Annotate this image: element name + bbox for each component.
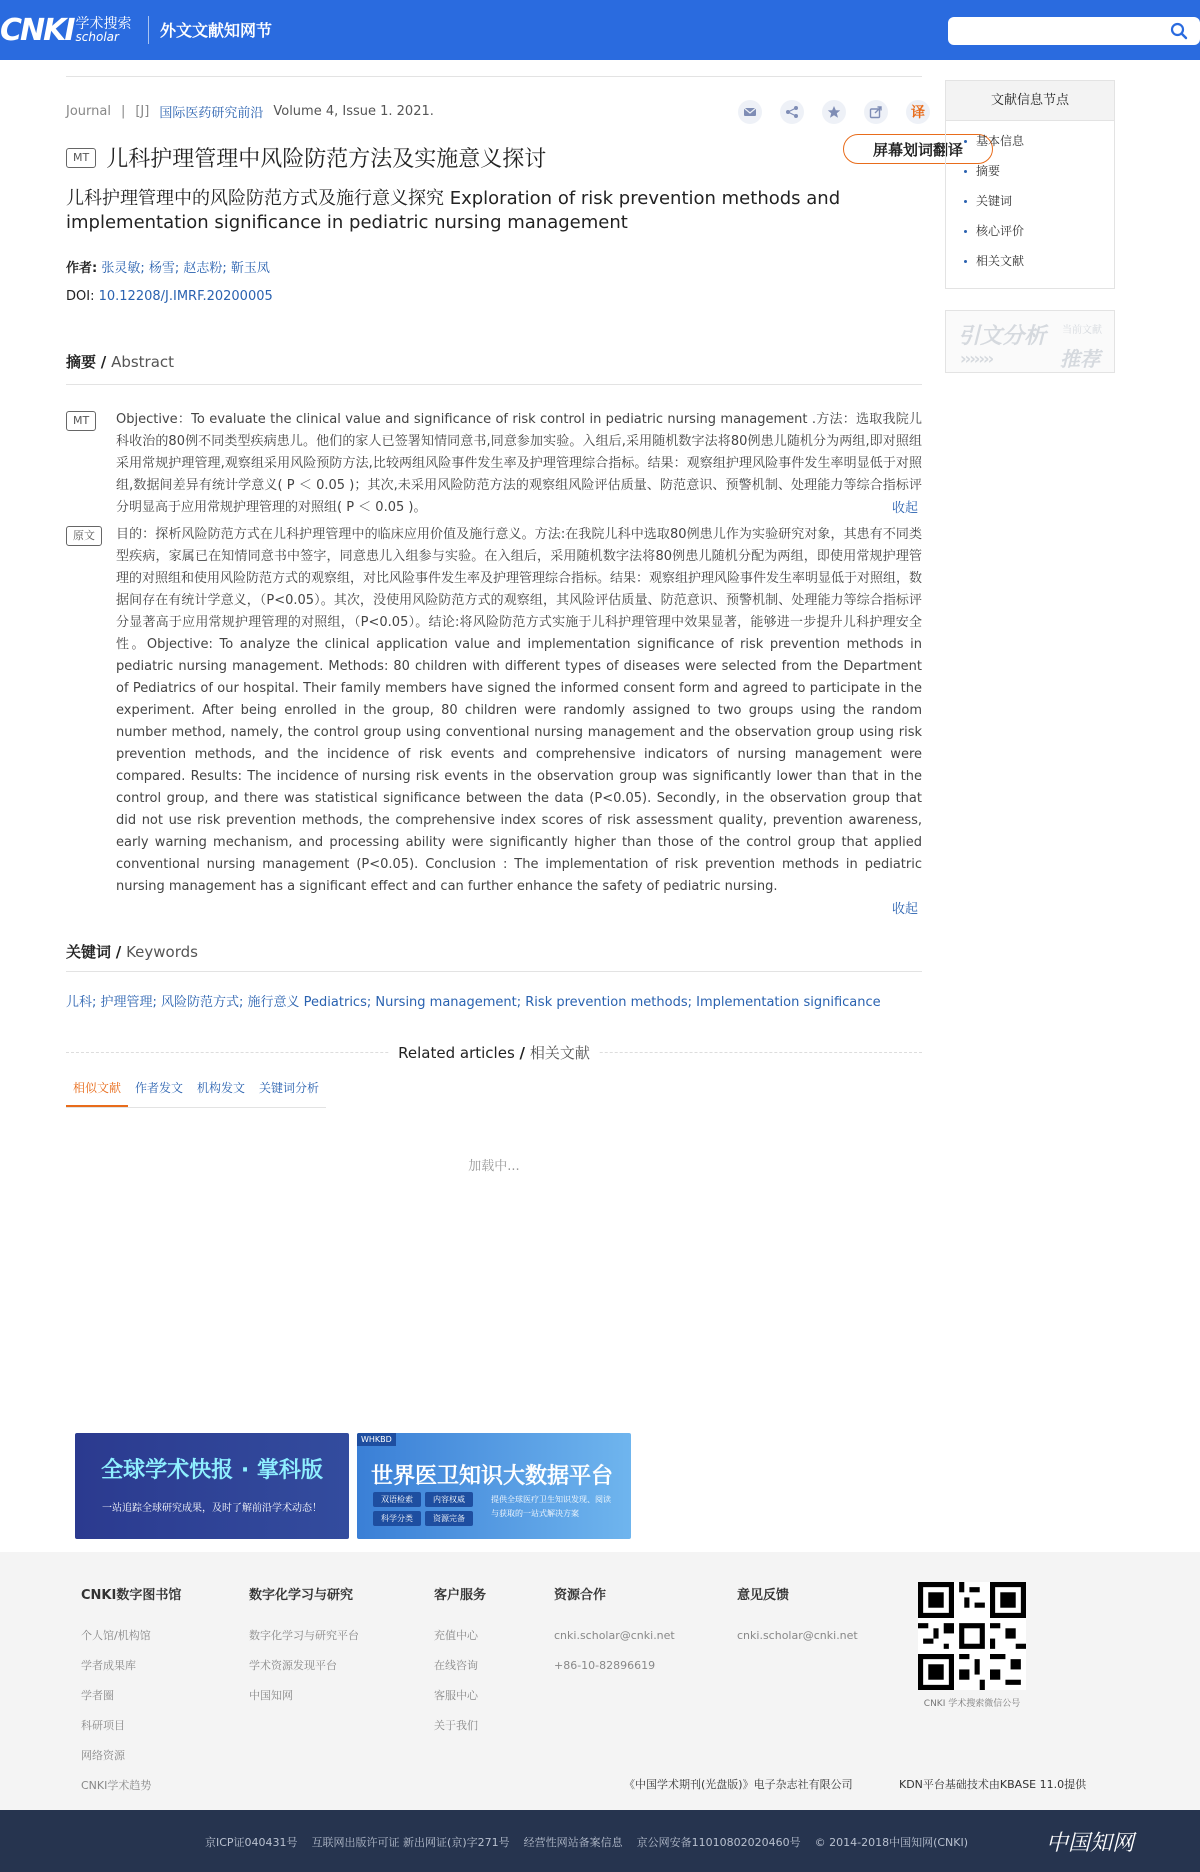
sidebar-item-related[interactable]: 相关文献 <box>964 251 1114 281</box>
police-record[interactable]: 京公网安备11010802020460号 <box>636 1836 801 1849</box>
keywords-links[interactable]: 儿科; 护理管理; 风险防范方式; 施行意义 Pediatrics; Nursing management; Risk prevention methods; Implementation significance <box>66 995 881 1010</box>
share-button[interactable] <box>780 100 804 124</box>
publishing-license[interactable]: 互联网出版许可证 新出网证(京)字271号 <box>311 1836 510 1849</box>
search-input[interactable] <box>956 17 1166 45</box>
bottom-bar <box>0 1810 1200 1872</box>
doi-label: DOI: <box>66 289 95 304</box>
footer-col-service: 客户服务 充值中心 在线咨询 客服中心 关于我们 <box>434 1588 487 1732</box>
journal-link[interactable]: 国际医药研究前沿 <box>159 106 264 121</box>
loading-text: 加载中... <box>468 1159 520 1174</box>
authors-label: 作者: <box>66 261 98 276</box>
tech-provider-text: KDN平台基础技术由KBASE 11.0提供 <box>899 1778 1087 1791</box>
icp-license[interactable]: 京ICP证040431号 <box>205 1836 298 1849</box>
top-header <box>0 0 1200 60</box>
header-divider <box>148 16 149 44</box>
email-icon <box>743 105 757 119</box>
meta-kind: [J] <box>135 104 150 119</box>
sidebar-item-abstract[interactable]: 摘要 <box>964 161 1114 191</box>
whkbd-banner[interactable]: WHKBD 世界医卫知识大数据平台 双语检索 内容权威 科学分类 资源完备 提供全球医疗卫生知识发现、阅读与获取的一站式解决方案 <box>357 1433 631 1539</box>
footer-col-cooperation: 资源合作 cnki.scholar@cnki.net +86-10-82896619 <box>554 1588 675 1672</box>
site-title: 外文文献知网节 <box>160 21 273 40</box>
export-icon <box>869 105 883 119</box>
search-icon[interactable] <box>1170 22 1188 40</box>
abstract-original-tag: 原文 <box>66 526 102 546</box>
abstract-original-text: 目的：探析风险防范方式在儿科护理管理中的临床应用价值及施行意义。方法:在我院儿科中选取80例患儿作为实验研究对象，其患有不同类型疾病，家属已在知情同意书中签字，同意患儿入组参与实验。在入组后，采用随机数字法将80例患儿随机分配为两组，即使用常规护理管理的对照组和使用风险防范方式的观察组，对比风险事件发生率及护理管理综合指标。结果：观察组护理风险事件发生率明显低于对照组，数据间存在有统计学意义，（P<0.05）。其次，没使用风险防范方式的观察组，其风险评估质量、防范意识、预警机制、处理能力等综合指标评分显著高于应用常规护理管理的对照组，（P<0.05）。结论:将风险防范方式实施于儿科护理管理中效果显著，能够进一步提升儿科护理安全性。Objective: To analyze the clinical application value and implementation significance of risk prevention methods in pediatric nursing management. Methods: 80 children with different types of diseases were selected from the Department of Pediatrics of our hospital. Their family members have signed the informed consent form and agreed to participate in the experiment. After being enrolled in the group, 80 children were randomly assigned to two groups using the random number method, namely, the control group using conventional nursing management and the observation group using risk prevention methods, and the incidence of risk events and comprehensive indicators of nursing management were compared. Results: The incidence of nursing risk events in the observation group was significantly lower than that in the control group, and there was statistical significance between the data (P<0.05). Secondly, in the observation group that did not use risk prevention methods, the comprehensive index scores of risk assessment quality, prevention awareness, early warning mechanism, and processing ability were significantly higher than those of the control group that applied conventional nursing management (P<0.05). Conclusion : The implementation of risk prevention methods in pediatric nursing management has a significant effect and can further enhance the safety of pediatric nursing. <box>116 527 923 894</box>
tab-institution-papers[interactable]: 机构发文 <box>197 1081 246 1095</box>
favorite-button[interactable] <box>822 100 846 124</box>
abstract-original-block <box>66 524 923 917</box>
star-icon <box>827 105 841 119</box>
machine-translation-tag: MT <box>66 148 96 168</box>
website-record[interactable]: 经营性网站备案信息 <box>523 1836 623 1849</box>
footer-col-feedback: 意见反馈 cnki.scholar@cnki.net <box>737 1588 858 1642</box>
article-meta <box>66 102 434 121</box>
keywords-heading: 关键词 / Keywords <box>66 943 198 961</box>
scholar-express-banner[interactable]: 全球学术快报 · 掌科版 一站追踪全球研究成果，及时了解前沿学术动态！ <box>75 1433 349 1539</box>
share-icon <box>785 105 799 119</box>
email-button[interactable] <box>738 100 762 124</box>
keywords-divider <box>66 971 922 972</box>
sidebar-item-keywords[interactable]: 关键词 <box>964 191 1114 221</box>
sidebar-title: 文献信息节点 <box>946 81 1114 121</box>
translate-button[interactable]: 译 <box>906 100 930 124</box>
copyright: © 2014-2018中国知网(CNKI) <box>814 1836 969 1849</box>
tab-similar[interactable]: 相似文献 <box>66 1076 128 1107</box>
original-title: 儿科护理管理中的风险防范方式及施行意义探究 Exploration of risk prevention methods and implementation significance in pediatric nursing management <box>66 188 841 233</box>
tab-author-papers[interactable]: 作者发文 <box>135 1081 184 1095</box>
arrows-icon: ››››››› <box>960 349 993 368</box>
doi-link[interactable]: 10.12208/J.IMRF.20200005 <box>98 289 273 304</box>
sidebar-item-basic-info[interactable]: 基本信息 <box>964 131 1114 161</box>
related-articles-heading: Related articles / 相关文献 <box>66 1042 922 1062</box>
publisher-text: 《中国学术期刊(光盘版)》电子杂志社有限公司 <box>624 1778 853 1791</box>
meta-type: Journal <box>66 104 111 119</box>
cnki-scholar-logo[interactable]: CNKI 学术搜索 scholar <box>0 12 132 48</box>
footer-col-library: CNKI数字图书馆 个人馆/机构馆 学者成果库 学者圈 科研项目 网络资源 CNKI学术趋势 <box>81 1588 182 1792</box>
related-tabs <box>66 1076 326 1108</box>
authors-links[interactable]: 张灵敏; 杨雪; 赵志粉; 靳玉凤 <box>101 261 270 276</box>
volume-info: Volume 4, Issue 1. 2021. <box>273 104 434 119</box>
collapse-link-2[interactable]: 收起 <box>891 902 918 917</box>
footer <box>0 1552 1200 1810</box>
tab-keyword-analysis[interactable]: 关键词分析 <box>259 1081 320 1095</box>
doi-line <box>66 289 273 304</box>
top-divider <box>66 76 922 77</box>
wechat-qr-code <box>918 1582 1026 1690</box>
sidebar-item-core-evaluation[interactable]: 核心评价 <box>964 221 1114 251</box>
translate-tooltip: 屏幕划词翻译 <box>843 134 993 164</box>
qr-caption: CNKI 学术搜索微信公号 <box>923 1699 1021 1709</box>
cnki-brand-logo[interactable]: 中国知网 <box>1046 1831 1135 1856</box>
collapse-link[interactable]: 收起 <box>891 501 918 516</box>
abstract-heading: 摘要 / Abstract <box>66 353 175 371</box>
search-box <box>948 17 1200 45</box>
export-button[interactable] <box>864 100 888 124</box>
meta-separator: | <box>120 104 126 119</box>
abstract-mt-tag: MT <box>66 411 96 431</box>
title-row <box>66 142 546 173</box>
page-title: 儿科护理管理中风险防范方法及实施意义探讨 <box>106 147 547 172</box>
article-actions <box>738 100 930 124</box>
abstract-mt-text: Objective：To evaluate the clinical value and significance of risk control in pediatric nursing management .方法：选取我院儿科收治的80例不同类型疾病患儿。他们的家人已签署知情同意书,同意参加实验。入组后,采用随机数字法将80例患儿随机分为两组,即对照组采用常规护理管理,观察组采用风险预防方法,比较两组风险事件发生率及护理管理综合指标。结果：观察组护理风险事件发生率明显低于对照组,数据间差异有统计学意义( P ＜ 0.05 )；其次,未采用风险防范方法的观察组风险评估质量、防范意识、预警机制、处理能力等综合指标评分明显高于应用常规护理管理的对照组( P ＜ 0.05 )。 <box>116 412 922 515</box>
citation-analysis-box[interactable]: 引文分析 ››››››› 当前文献 推荐 <box>945 310 1115 373</box>
abstract-divider <box>66 384 922 385</box>
abstract-mt-block <box>66 409 922 519</box>
footer-col-learning: 数字化学习与研究 数字化学习与研究平台 学术资源发现平台 中国知网 <box>249 1588 359 1702</box>
authors-line <box>66 257 270 276</box>
info-nodes-sidebar <box>945 80 1115 289</box>
